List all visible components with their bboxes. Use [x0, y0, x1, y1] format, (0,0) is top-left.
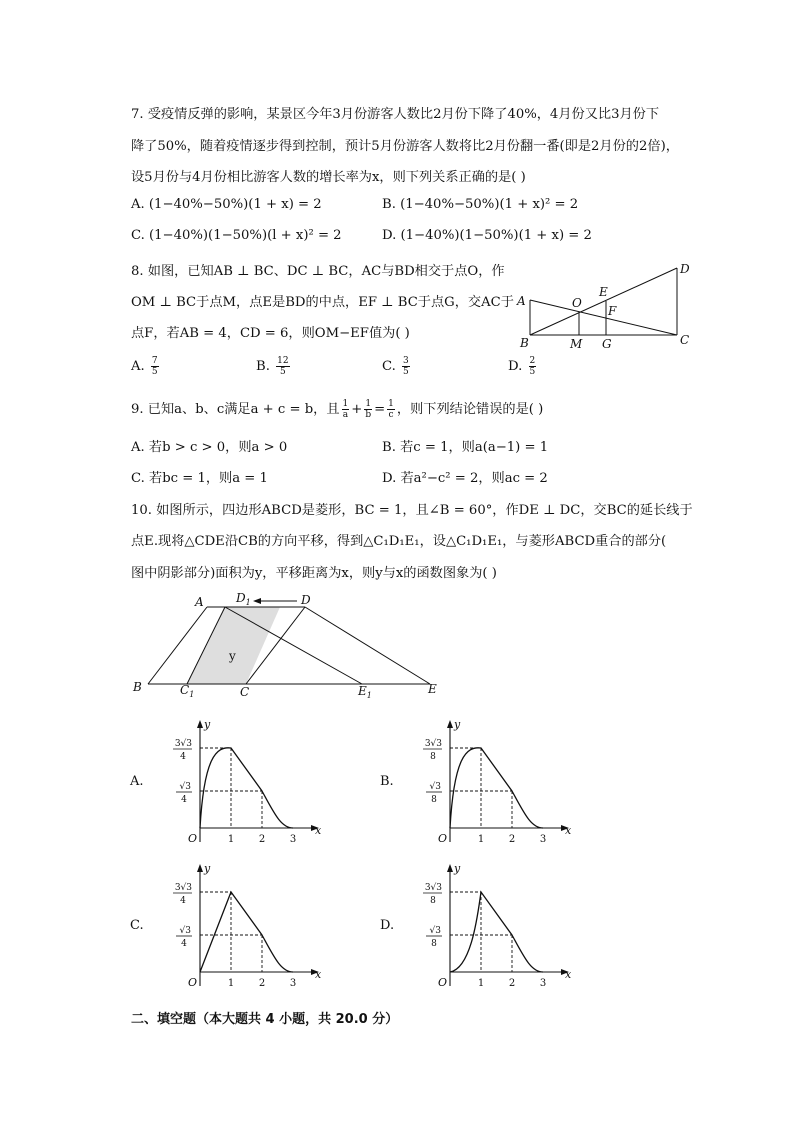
- q7-option-c: C. (1−40%)(1−50%)(l + x)² = 2: [131, 228, 342, 243]
- q8-line3: 点F，若AB = 4，CD = 6，则OM−EF值为( ): [131, 326, 410, 341]
- q9-option-a: A. 若b > c > 0，则a > 0: [131, 440, 288, 455]
- label-b: B: [133, 680, 142, 694]
- function-curve: [200, 748, 293, 828]
- graph-plot: [398, 862, 578, 990]
- y-label-top-den: 8: [430, 752, 436, 762]
- y-label-mid: √3: [179, 926, 191, 936]
- label-e1: $E_1$: [358, 684, 372, 700]
- tick-2: 2: [258, 834, 266, 845]
- q8-line1: 8. 如图，已知AB ⊥ BC、DC ⊥ BC，AC与BD相交于点O，作: [131, 264, 505, 279]
- tick-1: 1: [227, 834, 235, 845]
- y-label-top: 3√3: [174, 883, 192, 893]
- label-c1: $C_1$: [180, 683, 195, 699]
- y-label-top-den: 4: [180, 752, 186, 762]
- origin-label: O: [188, 976, 198, 989]
- graph-option-label: A.: [130, 774, 144, 789]
- label-f: F: [608, 304, 617, 318]
- axis-label-y: y: [454, 862, 461, 875]
- origin-label: O: [438, 976, 448, 989]
- y-label-top: 3√3: [424, 883, 442, 893]
- axis-label-y: y: [204, 718, 211, 731]
- q10-figure: [125, 588, 455, 703]
- section-title: 二、填空题（本大题共 4 小题，共 20.0 分）: [131, 1012, 399, 1027]
- q8-option-c: C. $\frac{3}{5}$: [382, 356, 409, 377]
- segment-bd: [530, 268, 677, 335]
- q8-option-b: B. $\frac{12}{5}$: [256, 356, 289, 377]
- y-label-mid-den: 8: [431, 939, 437, 949]
- tick-1: 1: [477, 834, 485, 845]
- label-d: D: [680, 262, 690, 276]
- axis-label-x: x: [315, 968, 322, 981]
- label-d: D: [301, 593, 311, 607]
- label-a: A: [517, 294, 526, 308]
- axis-label-x: x: [565, 824, 572, 837]
- shaded-region: [187, 607, 280, 684]
- q7-option-a: A. (1−40%−50%)(1 + x) = 2: [131, 197, 322, 212]
- q8-option-a: A. $\frac{7}{5}$: [131, 356, 158, 377]
- tick-2: 2: [508, 978, 516, 989]
- segment-ac: [530, 300, 677, 335]
- tick-3: 3: [289, 978, 297, 989]
- q9-option-d: D. 若a²−c² = 2，则ac = 2: [382, 471, 548, 486]
- q10-line1: 10. 如图所示，四边形ABCD是菱形，BC = 1，且∠B = 60°，作DE ⊥ DC，交BC的延长线于: [131, 503, 693, 518]
- segment-de: [305, 607, 430, 684]
- tick-1: 1: [477, 978, 485, 989]
- q7-option-b: B. (1−40%−50%)(1 + x)² = 2: [382, 197, 579, 212]
- tick-3: 3: [539, 978, 547, 989]
- y-label-mid-den: 4: [181, 939, 187, 949]
- y-label-top: 3√3: [174, 739, 192, 749]
- label-m: M: [570, 337, 583, 350]
- y-label-top-den: 4: [180, 896, 186, 906]
- q8-line2: OM ⊥ BC于点M，点E是BD的中点，EF ⊥ BC于点G，交AC于: [131, 295, 514, 310]
- graph-plot: [148, 862, 328, 990]
- graph-plot: [148, 718, 328, 846]
- axis-label-x: x: [315, 824, 322, 837]
- axis-label-y: y: [204, 862, 211, 875]
- arrow-head-icon: [253, 598, 261, 604]
- y-label-top: 3√3: [424, 739, 442, 749]
- y-label-mid: √3: [429, 782, 441, 792]
- y-label-mid-den: 8: [431, 795, 437, 805]
- y-label-mid-den: 4: [181, 795, 187, 805]
- axis-label-x: x: [565, 968, 572, 981]
- q7-option-d: D. (1−40%)(1−50%)(1 + x) = 2: [382, 228, 592, 243]
- graph-option-label: D.: [380, 918, 395, 933]
- q7-line1: 7. 受疫情反弹的影响，某景区今年3月份游客人数比2月份下降了40%，4月份又比3月份下: [131, 107, 660, 122]
- tick-2: 2: [258, 978, 266, 989]
- y-label-top-den: 8: [430, 896, 436, 906]
- label-c: C: [680, 333, 690, 347]
- origin-label: O: [438, 832, 448, 845]
- q8-figure: [510, 258, 700, 350]
- q9-option-b: B. 若c = 1，则a(a−1) = 1: [382, 440, 549, 455]
- graph-option-label: C.: [130, 918, 144, 933]
- origin-label: O: [188, 832, 198, 845]
- q8-option-d: D. $\frac{2}{5}$: [508, 356, 536, 377]
- q7-line3: 设5月份与4月份相比游客人数的增长率为x，则下列关系正确的是( ): [131, 170, 526, 185]
- label-b: B: [520, 336, 529, 350]
- y-label-mid: √3: [429, 926, 441, 936]
- tick-1: 1: [227, 978, 235, 989]
- y-label-mid: √3: [179, 782, 191, 792]
- tick-3: 3: [289, 834, 297, 845]
- label-e: E: [599, 285, 608, 299]
- label-d1: $D_1$: [236, 591, 251, 607]
- label-o: O: [572, 296, 582, 310]
- y-arrow-icon: [197, 864, 203, 872]
- q9-line1: 9. 已知a、b、c满足a + c = b，且 $\frac{1}{a}$ + $\frac{1}{b}$ = $\frac{1}{c}$ ，则下列结论错误的是( ): [131, 399, 544, 420]
- tick-2: 2: [508, 834, 516, 845]
- q9-option-c: C. 若bc = 1，则a = 1: [131, 471, 268, 486]
- label-y: y: [229, 649, 236, 663]
- q10-line2: 点E.现将△CDE沿CB的方向平移，得到△C₁D₁E₁，设△C₁D₁E₁，与菱形ABCD重合的部分(: [131, 534, 667, 549]
- function-curve: [200, 892, 293, 972]
- label-c: C: [240, 685, 250, 699]
- tick-3: 3: [539, 834, 547, 845]
- axis-label-y: y: [454, 718, 461, 731]
- q7-line2: 降了50%，随着疫情逐步得到控制，预计5月份游客人数将比2月份翻一番(即是2月份的2倍)，: [131, 139, 679, 154]
- q10-line3: 图中阴影部分)面积为y，平移距离为x，则y与x的函数图象为( ): [131, 566, 497, 581]
- label-a: A: [195, 595, 204, 609]
- graph-plot: [398, 718, 578, 846]
- function-curve: [450, 748, 543, 828]
- y-arrow-icon: [447, 720, 453, 728]
- label-e: E: [428, 682, 437, 696]
- graph-option-label: B.: [380, 774, 394, 789]
- function-curve: [450, 892, 543, 972]
- y-arrow-icon: [447, 864, 453, 872]
- y-arrow-icon: [197, 720, 203, 728]
- label-g: G: [602, 337, 612, 350]
